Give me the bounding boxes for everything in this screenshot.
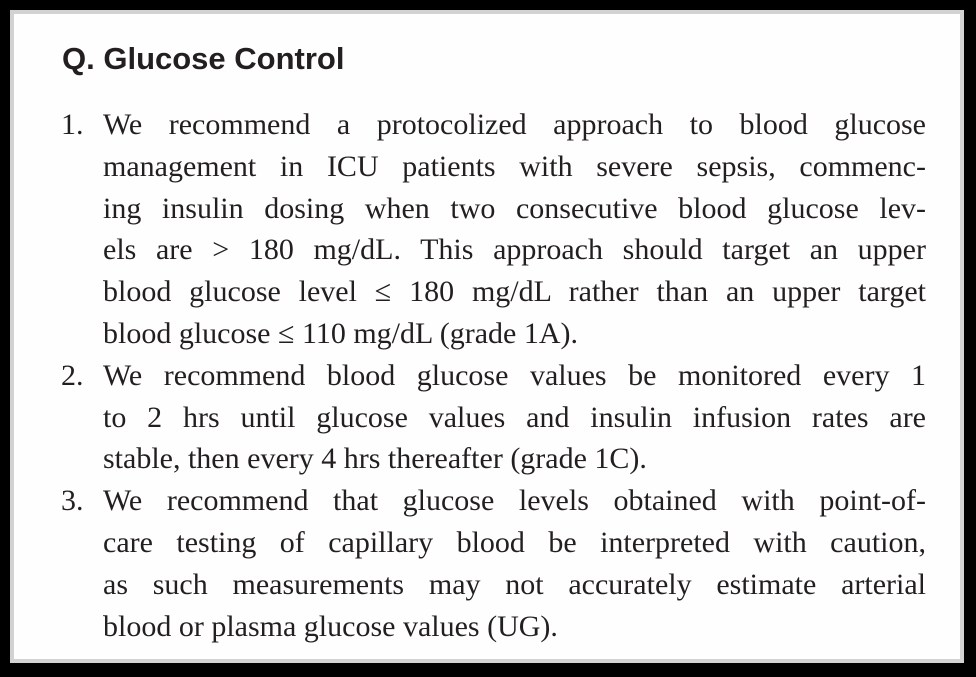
- item-number: 2.: [61, 358, 84, 392]
- item-text-line: care testing of capillary blood be interpreted with caution,: [103, 525, 926, 559]
- item-text-line: We recommend that glucose levels obtained with point-of-: [103, 484, 926, 518]
- item-text-line: blood glucose level ≤ 180 mg/dL rather than an upper target: [103, 275, 926, 309]
- section-heading: Q. Glucose Control: [62, 41, 345, 76]
- item-text-line: blood glucose ≤ 110 mg/dL (grade 1A).: [103, 316, 578, 350]
- item-text-line: We recommend blood glucose values be monitored every 1: [103, 358, 926, 392]
- recommendation-list: [14, 104, 960, 647]
- item-text-line: ing insulin dosing when two consecutive blood glucose lev-: [103, 191, 926, 225]
- item-text-line: management in ICU patients with severe sepsis, commenc-: [103, 149, 926, 183]
- item-number: 1.: [61, 108, 84, 141]
- recommendation-item: [14, 480, 960, 647]
- document-frame: [10, 10, 964, 663]
- recommendation-item: [14, 104, 960, 355]
- item-text-line: blood or plasma glucose values (UG).: [103, 609, 558, 643]
- item-text-line: We recommend a protocolized approach to blood glucose: [103, 108, 926, 141]
- item-number: 3.: [61, 484, 84, 518]
- item-text-line: els are > 180 mg/dL. This approach should target an upper: [103, 233, 926, 267]
- document-panel: [14, 14, 960, 659]
- item-text-line: to 2 hrs until glucose values and insulin infusion rates are: [103, 400, 926, 434]
- recommendation-item: [14, 355, 960, 480]
- item-text-line: as such measurements may not accurately estimate arterial: [103, 567, 926, 601]
- item-text-line: stable, then every 4 hrs thereafter (grade 1C).: [103, 442, 647, 476]
